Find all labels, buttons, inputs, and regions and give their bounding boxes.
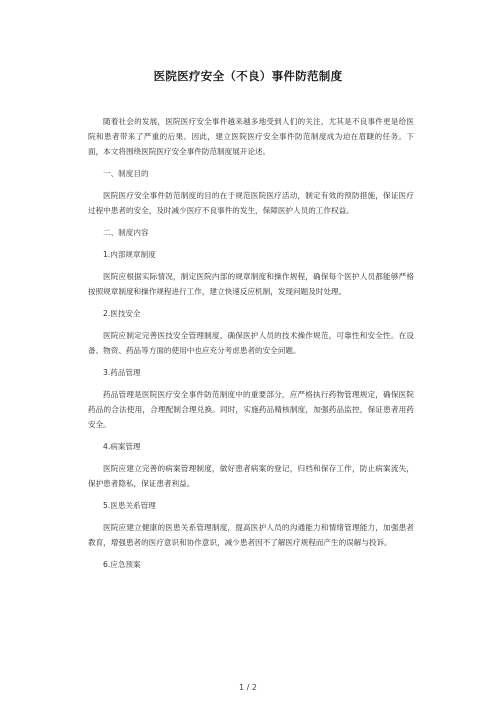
subsection-heading: 4.病案管理: [103, 442, 141, 451]
subsection-paragraph: 医院应建立完善的病案管理制度，做好患者病案的登记，归档和保存工作，防止病案流失，保护患者隐私，保证患者利益。: [88, 464, 414, 488]
section-paragraph-purpose: 医院医疗安全事件防范制度的目的在于规范医院医疗活动，制定有效的预防措施，保证医疗过程中患者的安全，及时减少医疗不良事件的发生，保障医护人员的工作权益。: [88, 191, 414, 215]
subsection-paragraph: 药品管理是医院医疗安全事件防范制度中的重要部分，应严格执行药物管理规定，确保医院药品的合法使用，合理配制合理兑换。同时，实施药品精核制度，加强药品监控，保证患者用药安全。: [88, 390, 414, 429]
page-number: 1 / 2: [239, 683, 257, 692]
subsection-paragraph: 医院应建立健康的医患关系管理制度，提高医护人员的沟通能力和情绪管理能力，加强患者教育，增强患者的医疗意识和协作意识，减少患者因不了解医疗规程而产生的误解与投诉。: [88, 523, 414, 547]
intro-paragraph: 随着社会的发展，医院医疗安全事件越来越多地受到人们的关注，尤其是不良事件更是给医院和患者带来了严重的后果。因此，建立医院医疗安全事件防范制度成为迫在眉睫的任务。下面，本文将围绕医院医疗安全事件防范制度展开论述。: [88, 117, 414, 156]
section-heading-content: 二、制度内容: [103, 228, 149, 237]
subsection-paragraph: 医院应根据实际情况，制定医院内部的规章制度和操作规程，确保每个医护人员都能够严格按照规章制度和操作规程进行工作，建立快速反应机制，发现问题及时处理。: [88, 272, 414, 296]
section-heading-purpose: 一、制度目的: [103, 169, 149, 178]
document-title: 医院医疗安全（不良）事件防范制度: [153, 69, 343, 83]
subsection-heading: 3.药品管理: [103, 368, 141, 377]
subsection-heading: 1.内部规章制度: [103, 250, 156, 259]
document-body: [88, 114, 414, 579]
subsection-heading: 2.医技安全: [103, 309, 141, 318]
subsection-heading: 6.应急预案: [103, 560, 141, 569]
subsection-paragraph: 医院应制定完善医技安全管理制度，确保医护人员的技术操作规范，可靠性和安全性。在设备、物资、药品等方面的使用中也应充分考虑患者的安全问题。: [88, 331, 414, 355]
subsection-heading: 5.医患关系管理: [103, 501, 156, 510]
